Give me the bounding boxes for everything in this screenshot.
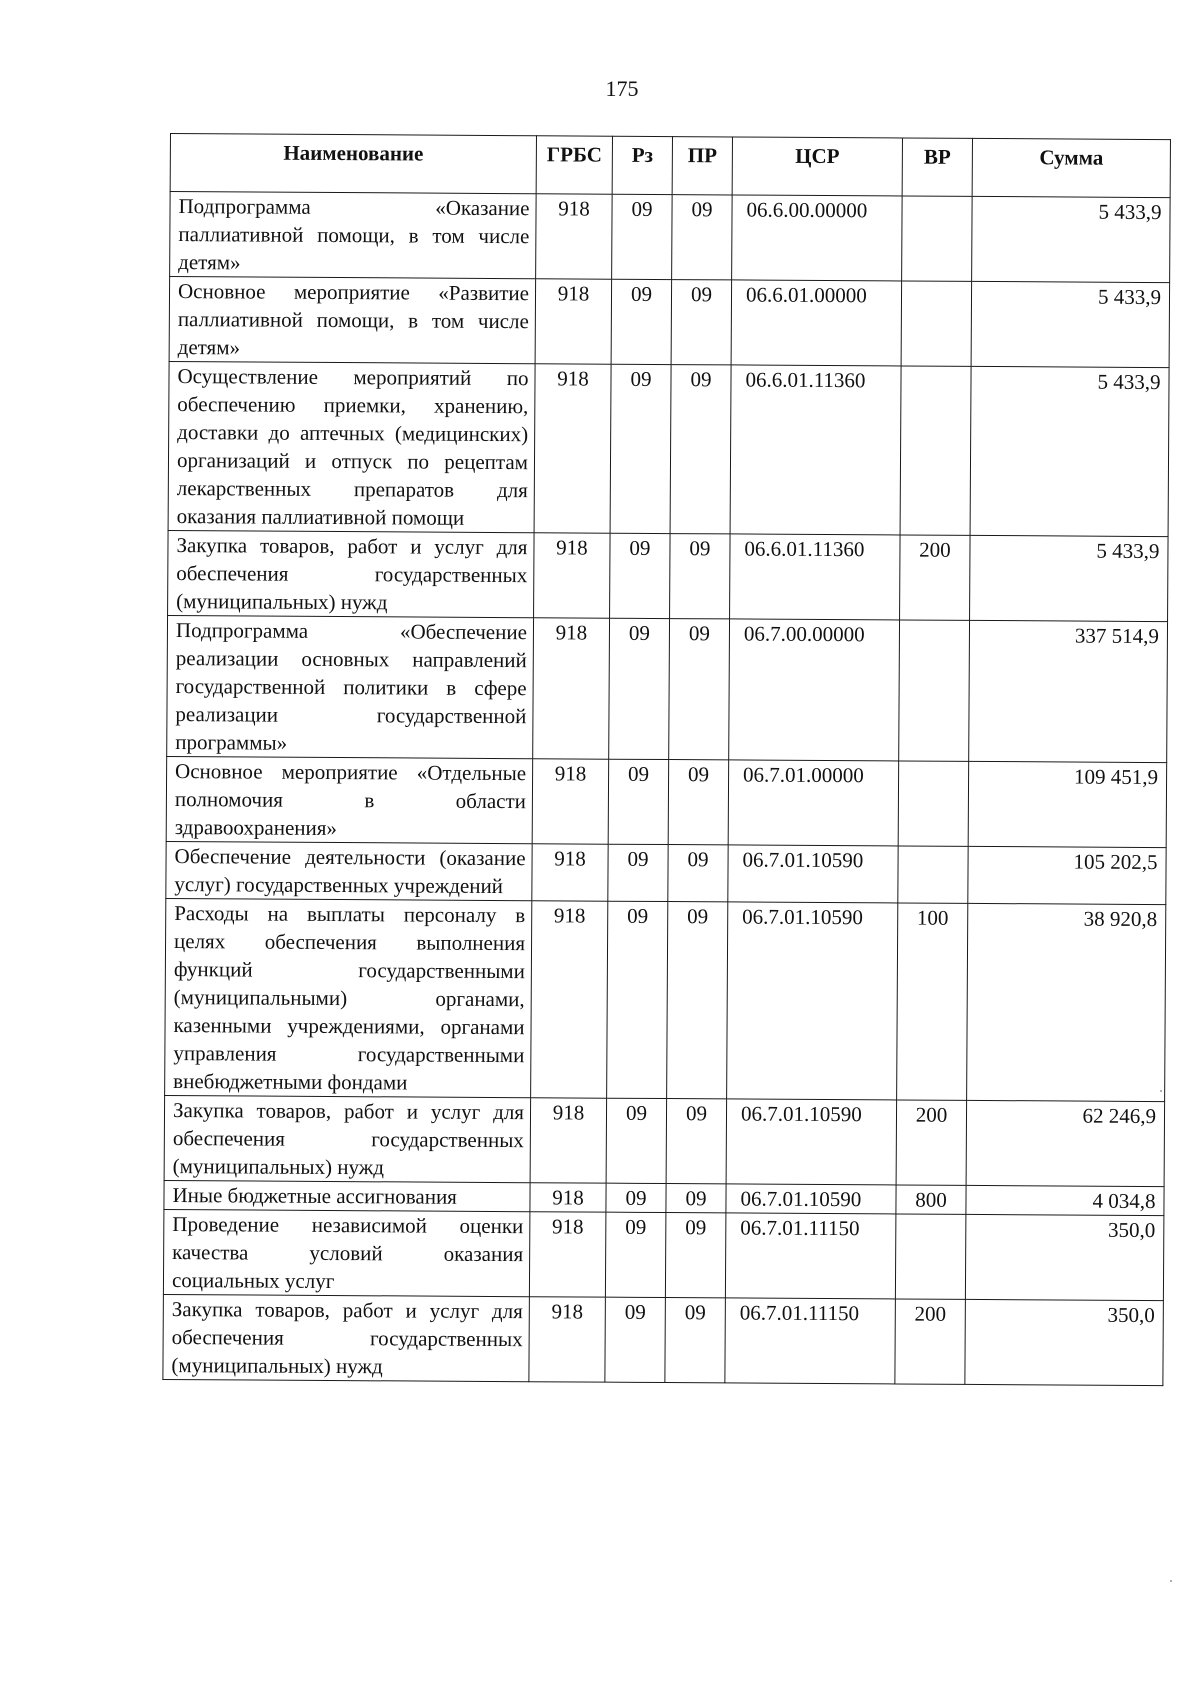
row-vr: [898, 761, 969, 846]
row-name: Закупка товаров, работ и услуг для обеспечения государственных (муниципальных) нужд: [168, 530, 535, 617]
row-vr: [895, 1214, 966, 1299]
table-row: [169, 277, 1170, 368]
header-name: Наименование: [170, 134, 536, 194]
row-name: Осуществление мероприятий по обеспечению приемки, хранению, доставки до аптечных (медицинских) организаций и отпуск по рецептам лекарственных препаратов для оказания паллиативной помощи: [168, 361, 535, 532]
header-rz: Рз: [612, 136, 672, 194]
budget-table: [162, 133, 1171, 1386]
scan-speck: [1160, 1090, 1162, 1092]
row-pr: 09: [670, 365, 731, 534]
row-csr: 06.6.00.00000: [732, 195, 903, 281]
row-vr: 100: [897, 903, 968, 1100]
row-pr: 09: [671, 280, 732, 365]
row-vr: [902, 196, 973, 281]
row-sum: 109 451,9: [968, 761, 1167, 847]
row-name: Иные бюджетные ассигнования: [164, 1180, 530, 1211]
row-rz: 09: [611, 279, 672, 364]
row-sum: 337 514,9: [969, 620, 1168, 762]
row-pr: 09: [672, 195, 733, 280]
row-vr: 200: [896, 1100, 967, 1185]
row-vr: [900, 366, 971, 535]
row-csr: 06.6.01.00000: [731, 280, 902, 366]
table-row: [166, 756, 1167, 847]
row-sum: 5 433,9: [972, 196, 1171, 282]
table-row: [168, 530, 1169, 621]
row-grbs: 918: [532, 759, 609, 844]
row-rz: 09: [612, 194, 673, 279]
row-sum: 5 433,9: [971, 281, 1170, 367]
table-row: [163, 1209, 1164, 1300]
row-pr: 09: [669, 619, 730, 760]
row-name: Проведение независимой оценки качества условий оказания социальных услуг: [163, 1209, 530, 1296]
header-sum: Сумма: [972, 138, 1170, 197]
row-vr: [898, 846, 968, 903]
row-name: Закупка товаров, работ и услуг для обеспечения государственных (муниципальных) нужд: [164, 1095, 531, 1182]
row-csr: 06.7.01.10590: [727, 902, 898, 1100]
row-pr: 09: [668, 760, 729, 845]
row-rz: 09: [605, 1212, 666, 1297]
table-row: [167, 615, 1168, 762]
row-rz: 09: [607, 901, 668, 1098]
row-pr: 09: [667, 902, 728, 1099]
row-grbs: 918: [534, 364, 611, 533]
row-csr: 06.7.01.00000: [728, 760, 899, 846]
row-grbs: 918: [535, 279, 612, 364]
row-sum: 62 246,9: [966, 1100, 1165, 1186]
row-grbs: 918: [536, 194, 613, 279]
row-grbs: 918: [530, 1183, 606, 1212]
row-sum: 5 433,9: [970, 366, 1169, 536]
row-csr: 06.6.01.11360: [730, 534, 901, 620]
row-name: Основное мероприятие «Отдельные полномочия в области здравоохранения»: [166, 756, 533, 843]
row-grbs: 918: [530, 1098, 607, 1183]
page-number: 175: [605, 76, 639, 101]
table-row: [170, 192, 1171, 283]
row-rz: 09: [610, 533, 671, 618]
row-pr: 09: [670, 534, 731, 619]
row-name: Обеспечение деятельности (оказание услуг) государственных учреждений: [166, 841, 532, 900]
row-rz: 09: [608, 844, 668, 901]
row-sum: 5 433,9: [970, 535, 1169, 621]
row-pr: 09: [666, 1099, 727, 1184]
header-pr: ПР: [672, 137, 732, 195]
row-name: Расходы на выплаты персоналу в целях обеспечения выполнения функций государственными (муниципальными) органами, казенными учреждениями, органами управления государственными внебюджетными фондами: [165, 898, 532, 1097]
row-grbs: 918: [534, 533, 611, 618]
row-pr: 09: [668, 845, 728, 902]
row-vr: 800: [896, 1185, 966, 1214]
row-rz: 09: [609, 618, 670, 759]
header-grbs: ГРБС: [536, 136, 612, 194]
row-rz: 09: [606, 1183, 666, 1212]
row-vr: 200: [895, 1299, 966, 1384]
row-name: Подпрограмма «Обеспечение реализации основных направлений государственной политики в сфере реализации государственной программы»: [167, 615, 534, 758]
row-grbs: 918: [531, 901, 608, 1098]
row-sum: 4 034,8: [966, 1185, 1164, 1215]
row-grbs: 918: [532, 844, 608, 901]
row-grbs: 918: [529, 1297, 606, 1382]
row-vr: 200: [900, 535, 971, 620]
row-rz: 09: [605, 1297, 666, 1382]
table-row: [163, 1294, 1164, 1385]
row-sum: 38 920,8: [967, 903, 1166, 1101]
row-sum: 350,0: [965, 1299, 1164, 1385]
row-pr: 09: [665, 1298, 726, 1383]
row-csr: 06.6.01.11360: [730, 365, 901, 535]
header-vr: ВР: [902, 138, 972, 196]
row-pr: 09: [665, 1213, 726, 1298]
row-rz: 09: [608, 759, 669, 844]
row-csr: 06.7.01.10590: [728, 845, 898, 903]
table-row: [168, 361, 1169, 536]
row-vr: [899, 620, 970, 761]
row-vr: [901, 281, 972, 366]
row-name: Основное мероприятие «Развитие паллиативной помощи, в том числе детям»: [169, 277, 536, 364]
row-name: Подпрограмма «Оказание паллиативной помощи, в том числе детям»: [170, 192, 537, 279]
scan-speck: [1170, 1580, 1172, 1582]
row-csr: 06.7.00.00000: [729, 619, 900, 761]
header-csr: ЦСР: [732, 137, 902, 196]
row-csr: 06.7.01.10590: [726, 1184, 896, 1214]
row-name: Закупка товаров, работ и услуг для обеспечения государственных (муниципальных) нужд: [163, 1294, 530, 1381]
table-row: [166, 841, 1166, 904]
row-grbs: 918: [529, 1212, 606, 1297]
row-sum: 350,0: [965, 1214, 1164, 1300]
table-row: [165, 898, 1166, 1101]
row-grbs: 918: [533, 618, 610, 759]
row-csr: 06.7.01.11150: [725, 1213, 896, 1299]
row-rz: 09: [610, 364, 671, 533]
row-sum: 105 202,5: [968, 846, 1166, 904]
row-rz: 09: [606, 1098, 667, 1183]
table-header-row: [170, 134, 1170, 198]
row-csr: 06.7.01.11150: [725, 1298, 896, 1384]
row-csr: 06.7.01.10590: [726, 1099, 897, 1185]
row-pr: 09: [666, 1184, 726, 1213]
table-row: [164, 1095, 1165, 1186]
